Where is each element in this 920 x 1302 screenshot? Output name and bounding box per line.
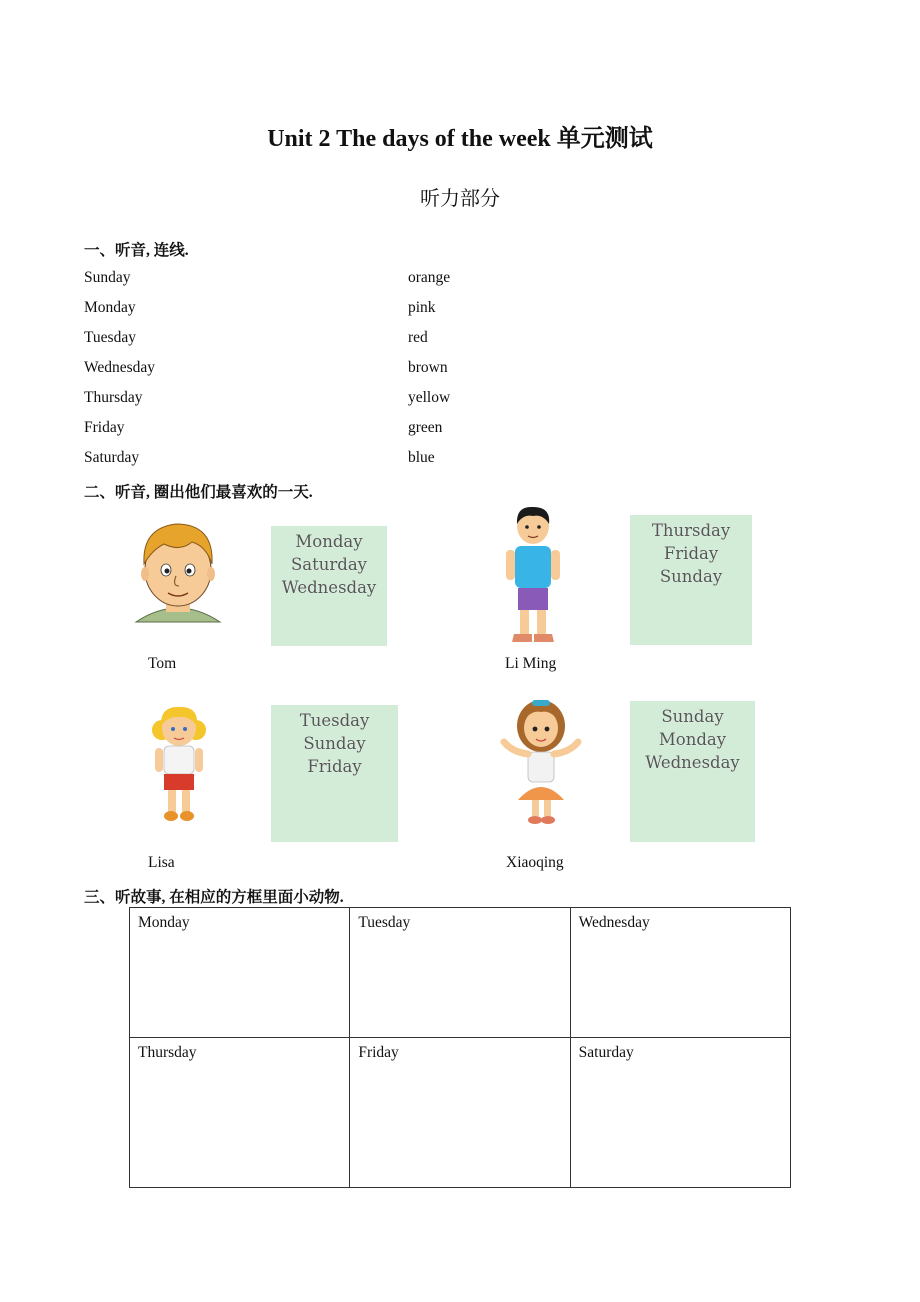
section-1-heading: 一、听音, 连线.	[84, 242, 189, 259]
li-ming-options-box	[630, 515, 752, 645]
cell-label: Saturday	[578, 1044, 634, 1061]
day-option[interactable]: Friday	[663, 544, 719, 563]
cell-label: Monday	[138, 914, 190, 931]
page-title: Unit 2 The days of the week 单元测试	[267, 126, 653, 152]
xiaoqing-options-box	[630, 701, 755, 842]
day-option[interactable]: Friday	[307, 757, 362, 776]
color-item: green	[408, 419, 443, 436]
day-option[interactable]: Wednesday	[645, 753, 740, 772]
person-name: Lisa	[148, 854, 175, 871]
day-option[interactable]: Wednesday	[281, 578, 377, 597]
day-item: Monday	[84, 299, 136, 316]
color-item: brown	[408, 359, 448, 376]
lisa-illustration	[146, 704, 212, 824]
day-option[interactable]: Monday	[658, 730, 727, 749]
li-ming-illustration	[498, 504, 568, 646]
cell-label: Tuesday	[358, 914, 411, 931]
tom-options-box	[271, 526, 387, 646]
day-option[interactable]: Monday	[295, 532, 363, 551]
day-item: Saturday	[84, 449, 140, 466]
section-3-heading: 三、听故事, 在相应的方框里面小动物.	[84, 889, 344, 906]
day-option[interactable]: Thursday	[651, 521, 731, 540]
color-item: yellow	[408, 389, 451, 406]
day-item: Friday	[84, 419, 125, 436]
color-item: red	[408, 329, 428, 346]
grid-cell[interactable]	[350, 1038, 570, 1188]
grid-cell[interactable]	[570, 1038, 790, 1188]
lisa-options-box	[271, 705, 398, 842]
day-option[interactable]: Sunday	[303, 734, 366, 753]
color-item: orange	[408, 269, 451, 286]
day-item: Sunday	[84, 269, 131, 286]
person-name: Tom	[148, 655, 177, 672]
grid-cell[interactable]	[570, 908, 790, 1038]
tom-illustration	[128, 518, 228, 626]
cell-label: Friday	[358, 1044, 399, 1061]
drawing-grid	[129, 907, 791, 1188]
cell-label: Wednesday	[578, 914, 650, 931]
day-option[interactable]: Tuesday	[299, 711, 370, 730]
person-name: Xiaoqing	[506, 854, 564, 871]
cell-label: Thursday	[138, 1044, 197, 1061]
day-item: Wednesday	[84, 359, 156, 376]
color-item: pink	[408, 299, 436, 316]
page-subtitle: 听力部分	[420, 188, 500, 210]
day-option[interactable]: Sunday	[659, 567, 723, 586]
person-name: Li Ming	[505, 655, 557, 672]
xiaoqing-illustration	[498, 696, 584, 828]
grid-cell[interactable]	[350, 908, 570, 1038]
grid-cell[interactable]	[130, 1038, 350, 1188]
day-item: Tuesday	[84, 329, 136, 346]
day-option[interactable]: Saturday	[290, 555, 367, 574]
color-item: blue	[408, 449, 435, 466]
day-item: Thursday	[84, 389, 143, 406]
grid-cell[interactable]	[130, 908, 350, 1038]
section-2-heading: 二、听音, 圈出他们最喜欢的一天.	[84, 484, 313, 501]
day-option[interactable]: Sunday	[661, 707, 724, 726]
